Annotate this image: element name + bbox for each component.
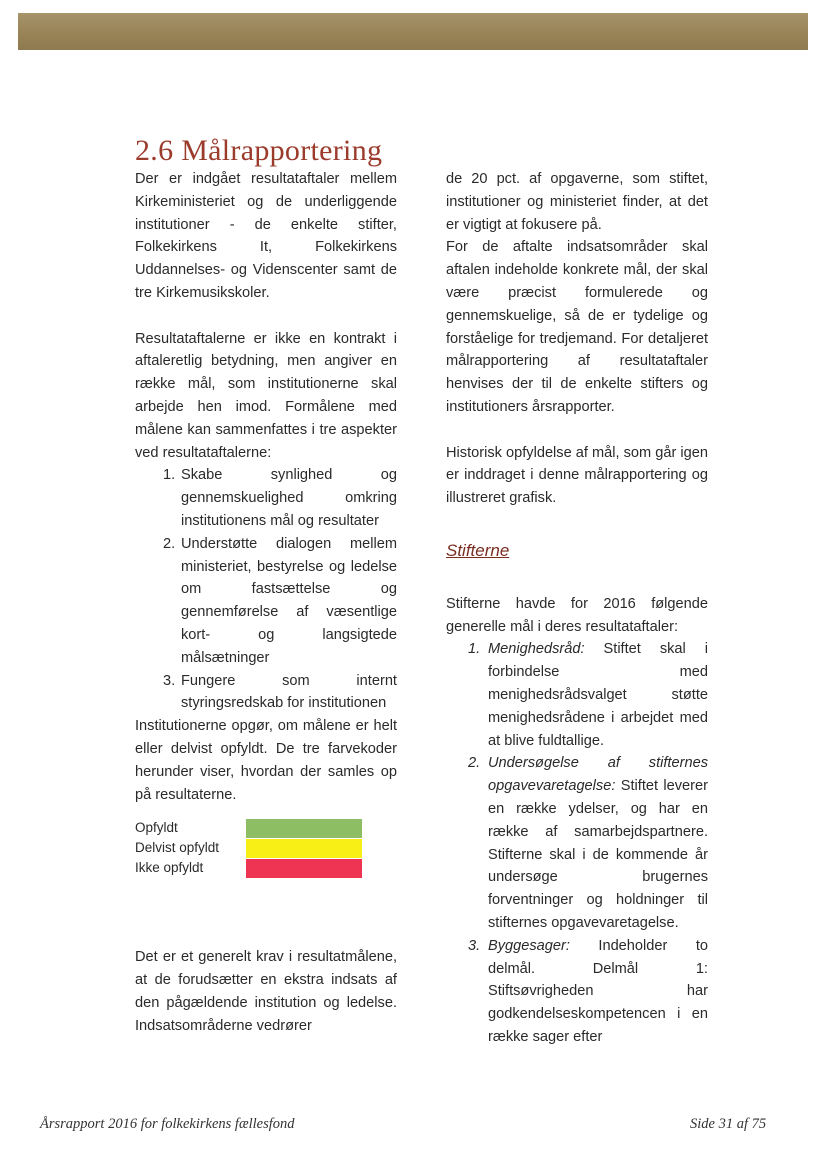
aspect-list	[135, 464, 397, 715]
footer-page-number: Side 31 af 75	[690, 1116, 767, 1132]
legend-row-delvist	[135, 838, 397, 857]
list-lead: Byggesager:	[488, 937, 570, 954]
list-number: 3.	[163, 672, 176, 689]
legend-label: Opfyldt	[135, 820, 178, 836]
list-lead: Undersøgelse af stifternes opgavevaretagelse:	[488, 755, 708, 795]
list-item	[446, 638, 708, 752]
list-number: 2.	[163, 535, 176, 552]
subsection-title: Stifterne	[446, 540, 510, 560]
list-item	[446, 935, 708, 1049]
right-paragraph-4: Stifterne havde for 2016 følgende generelle mål i deres resultataftaler:	[446, 595, 708, 635]
list-number: 1.	[468, 641, 481, 658]
legend-swatch-yellow	[246, 839, 362, 858]
goal-list	[446, 638, 708, 1048]
list-text: Stiftet leverer en række ydelser, og har en række af samarbejdspartnere. Stifterne skal i de kommende år undersøge brugernes forventninger og holdninger til stifternes opgavevaretagelse.	[488, 778, 708, 931]
legend-label: Ikke opfyldt	[135, 860, 204, 876]
list-number: 1.	[163, 467, 176, 484]
list-text: Stiftet skal i forbindelse med menighedsrådsvalget støtte menighedsrådene i arbejdet med at blive fuldtallige.	[488, 641, 708, 749]
list-text: Fungere som internt styringsredskab for institutionen	[181, 672, 397, 712]
legend-row-ikke	[135, 858, 397, 877]
legend-label: Delvist opfyldt	[135, 840, 220, 856]
legend-row-opfyldt	[135, 818, 397, 837]
left-paragraph-1: Der er indgået resultataftaler mellem Kirkeministeriet og de underliggende institutioner - de enkelte stifter, Folkekirkens It, Folkekirkens Uddannelses- og Videnscenter samt de tre Kirkemusikskoler.	[135, 171, 397, 301]
left-paragraph-4: Det er et generelt krav i resultatmålene, at de forudsætter en ekstra indsats af den pågældende institution og ledelse. Indsatsområderne vedrører	[135, 949, 397, 1034]
right-paragraph-3: Historisk opfyldelse af mål, som går igen er inddraget i denne målrapportering og illustreret grafisk.	[446, 444, 708, 507]
left-paragraph-2: Resultataftalerne er ikke en kontrakt i aftaleretlig betydning, men angiver en række mål, som institutionerne skal arbejde hen imod. Formålene med målene kan sammenfattes i tre aspekter ved resultataftalerne:	[135, 330, 397, 461]
list-number: 3.	[468, 937, 481, 954]
list-item	[446, 752, 708, 934]
right-paragraph-1: de 20 pct. af opgaverne, som stiftet, institutioner og ministeriet finder, at det er vigtigt at fokusere på.	[446, 171, 708, 233]
header-band	[18, 13, 808, 50]
footer-report-title: Årsrapport 2016 for folkekirkens fællesfond	[40, 1116, 295, 1132]
list-item	[135, 670, 397, 716]
list-number: 2.	[468, 755, 481, 772]
list-text: Understøtte dialogen mellem ministeriet, bestyrelse og ledelse om fastsættelse og gennemførelse af væsentlige kort- og langsigtede målsætninger	[181, 535, 397, 666]
list-lead: Menighedsråd:	[488, 641, 585, 658]
left-column	[135, 168, 397, 1038]
list-item	[135, 464, 397, 532]
right-paragraph-2: For de aftalte indsatsområder skal aftalen indeholde konkrete mål, der skal være præcist formulerede og gennemskuelige, så de er tydelige og forståelige for tredjemand. For detaljeret målrapportering af resultataftaler henvises der til de enkelte stifters og institutioners årsrapporter.	[446, 239, 708, 415]
list-text: Skabe synlighed og gennemskuelighed omkring institutionens mål og resultater	[181, 467, 397, 529]
left-paragraph-3: Institutionerne opgør, om målene er helt eller delvist opfyldt. De tre farvekoder herunder viser, hvordan der samles op på resultaterne.	[135, 718, 397, 803]
right-column	[446, 168, 708, 1049]
list-item	[135, 533, 397, 670]
legend-swatch-red	[246, 859, 362, 878]
color-legend	[135, 818, 397, 876]
legend-swatch-green	[246, 819, 362, 838]
section-title: 2.6 Målrapportering	[135, 134, 383, 167]
list-text: Indeholder to delmål. Delmål 1: Stiftsøvrigheden har godkendelseskompetencen i en række sager efter	[488, 937, 708, 1045]
